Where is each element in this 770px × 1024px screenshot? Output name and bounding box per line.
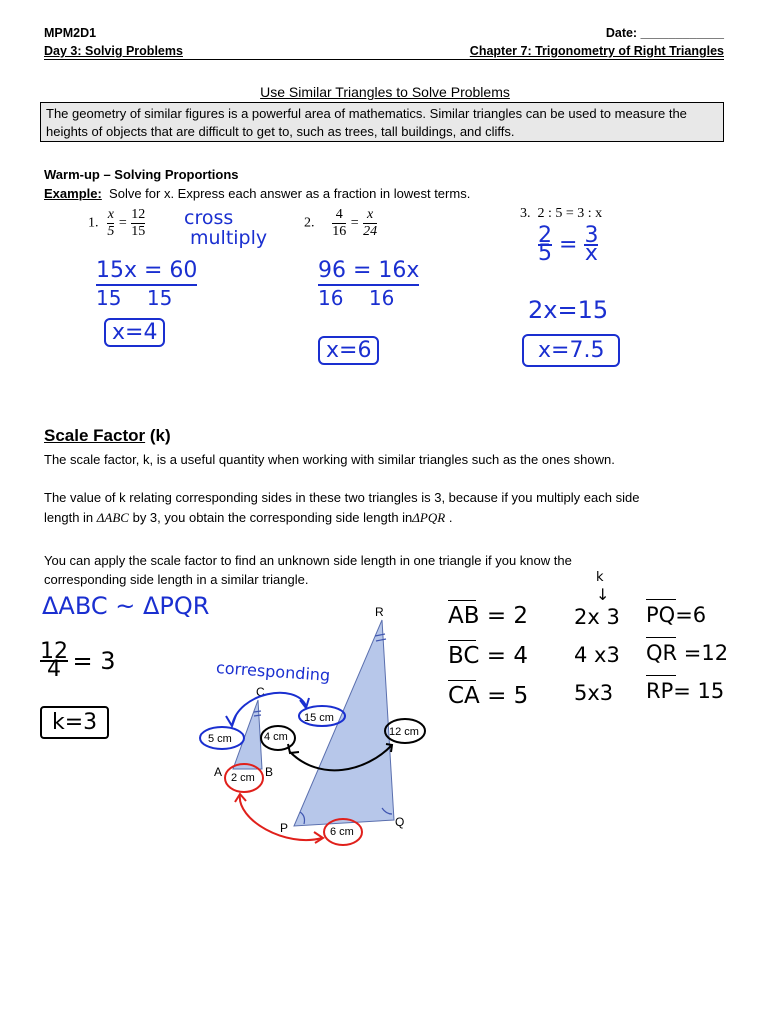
- hw-m2: 4 x3: [574, 643, 620, 667]
- hw-ca: CA = 5: [448, 683, 529, 709]
- overline-qr: [646, 637, 676, 638]
- hw-p3-line2: 2x=15: [528, 296, 609, 324]
- hw-rp: RP= 15: [646, 679, 725, 703]
- side-bc: 4 cm: [264, 731, 288, 743]
- warmup-heading: Warm-up – Solving Proportions: [44, 167, 239, 182]
- scale-heading: Scale Factor (k): [44, 426, 171, 445]
- overline-bc: [448, 640, 476, 641]
- intro-box: The geometry of similar figures is a powerful area of mathematics. Similar triangles can be used to measure the heights of objects that are difficult to get to, such as trees, tall buildings, and cliffs.: [40, 102, 724, 142]
- overline-rp: [646, 675, 676, 676]
- header-divider: [44, 59, 724, 60]
- hw-similar: ΔABC ~ ΔPQR: [42, 592, 210, 620]
- chapter-title: Chapter 7: Trigonometry of Right Triangles: [469, 44, 724, 58]
- scale-paragraph-2a: The value of k relating corresponding sides in these two triangles is 3, because if you multiply each side: [44, 490, 640, 505]
- arrow-corresponding-blue: [232, 693, 306, 726]
- label-a: A: [214, 765, 223, 779]
- side-pr: 15 cm: [304, 712, 334, 724]
- hw-corresponding: corresponding: [215, 658, 331, 685]
- scale-paragraph-3b: corresponding side length in a similar triangle.: [44, 572, 309, 587]
- label-q: Q: [395, 815, 405, 829]
- hw-pq: PQ=6: [646, 603, 707, 627]
- hw-ratio: $\frac{12}{4}$ = 3: [40, 639, 116, 682]
- example-line: Example: Solve for x. Express each answer as a fraction in lowest terms.: [44, 186, 471, 201]
- side-pq: 6 cm: [330, 826, 354, 838]
- hw-p2-answer: x=6: [318, 336, 379, 365]
- triangle-abc: [233, 700, 262, 769]
- hw-p1-eq: 15x = 60 15 15: [96, 258, 198, 310]
- hw-p2-eq: 96 = 16x 16 16: [318, 258, 420, 310]
- label-b: B: [265, 765, 274, 779]
- scale-paragraph-1: The scale factor, k, is a useful quantity when working with similar triangles such as the ones shown.: [44, 452, 615, 467]
- overline-ca: [448, 680, 476, 681]
- side-ab: 2 cm: [231, 772, 255, 784]
- hw-bc: BC = 4: [448, 643, 528, 669]
- hw-p3-fractions: $\frac{2}{5}$ = $\frac{3}{x}$: [538, 223, 599, 266]
- course-code: MPM2D1: [44, 26, 97, 40]
- hw-m3: 5x3: [574, 681, 614, 705]
- hw-multiplications: [574, 598, 620, 712]
- label-r: R: [375, 605, 384, 619]
- label-p: P: [280, 821, 289, 835]
- overline-ab: [448, 600, 476, 601]
- side-qr: 12 cm: [389, 726, 419, 738]
- hw-m1: 2x 3: [574, 605, 620, 629]
- hw-large-sides: [646, 596, 728, 710]
- problem-2: 2. $\frac{4}{16}$ = $\frac{x}{24}$: [304, 207, 378, 239]
- side-ac: 5 cm: [208, 733, 232, 745]
- page-title: Use Similar Triangles to Solve Problems: [260, 84, 510, 100]
- hw-k-mark: k ↓: [596, 570, 610, 604]
- problem-1: 1. $\frac{x}{5}$ = $\frac{12}{15}$: [88, 207, 146, 239]
- label-c: C: [256, 685, 265, 699]
- overline-pq: [646, 599, 676, 600]
- hw-small-sides: [448, 596, 528, 716]
- hw-cross-multiply: cross multiply: [184, 207, 268, 249]
- scale-paragraph-2b: length in ΔABC by 3, you obtain the corresponding side length inΔPQR .: [44, 510, 453, 525]
- hw-p1-answer: x=4: [104, 318, 165, 347]
- lesson-day: Day 3: Solvig Problems: [44, 44, 183, 58]
- hw-qr: QR =12: [646, 641, 729, 665]
- hw-k-answer: k=3: [40, 706, 109, 739]
- problem-3: 3. 2 : 5 = 3 : x: [520, 206, 603, 221]
- date-field: Date: ____________: [605, 26, 724, 40]
- hw-p3-answer: x=7.5: [522, 334, 620, 367]
- hw-ab: AB = 2: [448, 603, 529, 629]
- scale-paragraph-3a: You can apply the scale factor to find an unknown side length in one triangle if you know the: [44, 553, 572, 568]
